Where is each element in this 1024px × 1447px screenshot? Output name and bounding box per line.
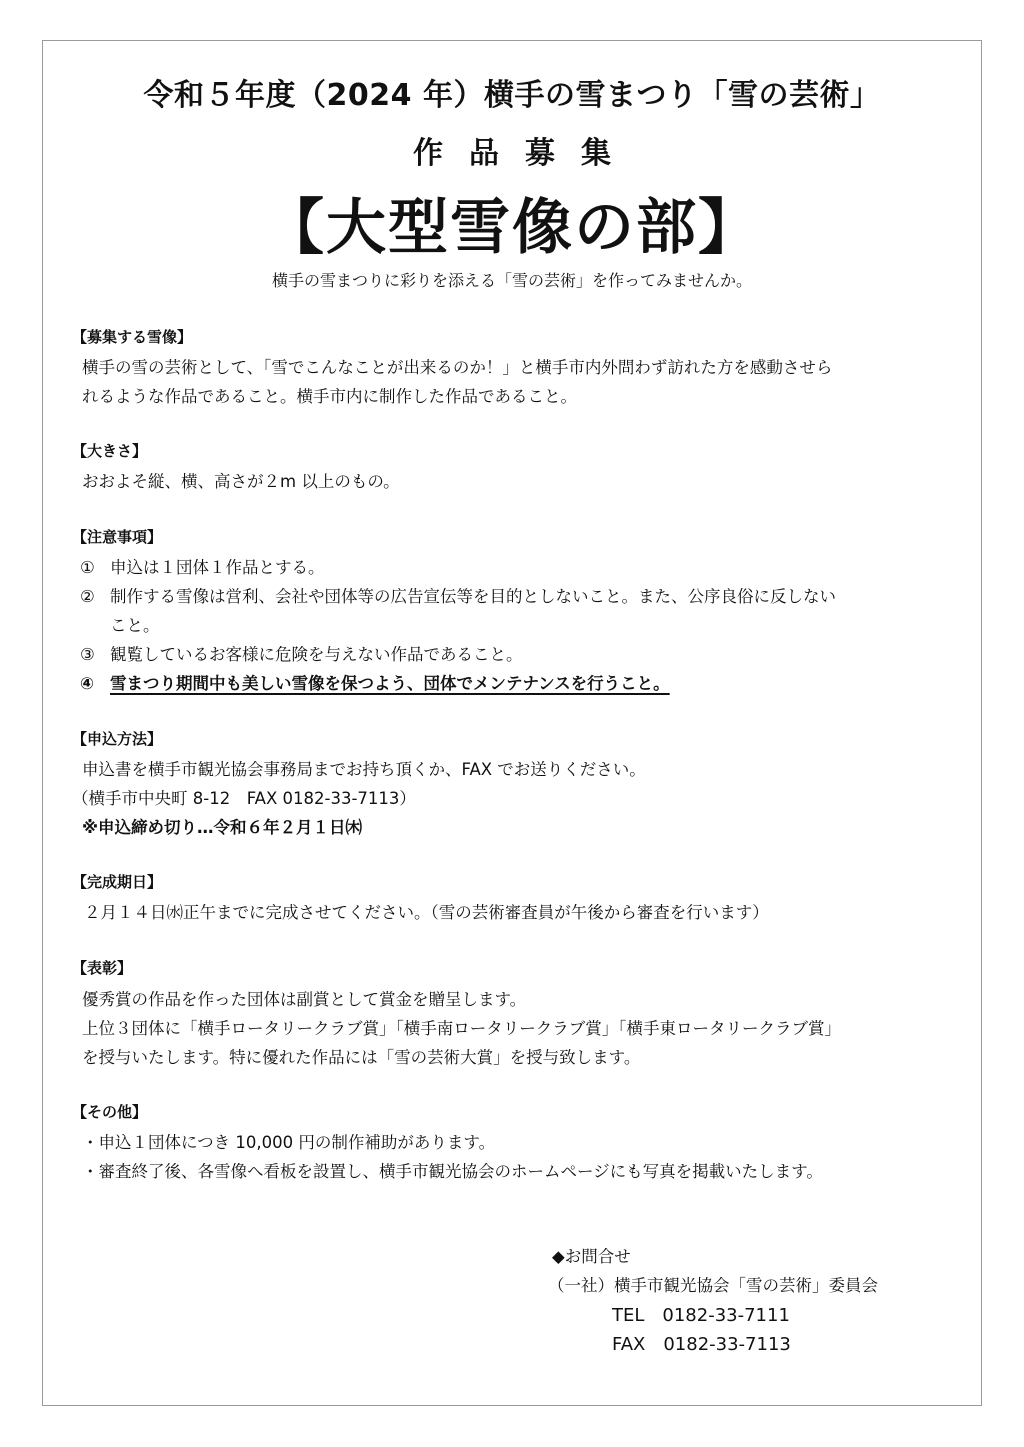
award-line-2: 上位３団体に「横手ロータリークラブ賞」「横手南ロータリークラブ賞」「横手東ロータリークラブ賞」	[82, 1019, 841, 1038]
notes-item-text: 制作する雪像は営利、会社や団体等の広告宣伝等を目的としないこと。また、公序良俗に反しない	[110, 587, 836, 606]
award-line-1: 優秀賞の作品を作った団体は副賞として賞金を贈呈します。	[82, 990, 527, 1009]
apply-address: （横手市中央町 8-12 FAX 0182-33-7113）	[72, 789, 416, 808]
award-line-3: を授与いたします。特に優れた作品には「雪の芸術大賞」を授与致します。	[82, 1048, 641, 1067]
notes-item-number: ①	[80, 558, 95, 577]
other-heading: 【その他】	[72, 1103, 148, 1121]
size-line-1: おおよそ縦、横、高さが２m 以上のもの。	[82, 472, 400, 491]
contact-heading: ◆お問合せ	[552, 1247, 631, 1266]
notes-item-4	[80, 670, 670, 694]
complete-line-1: ２月１４日㈬正午までに完成させてください。（雪の芸術審査員が午後から審査を行います）	[84, 903, 769, 922]
notes-item-3	[80, 641, 523, 665]
size-heading: 【大きさ】	[72, 442, 148, 460]
contact-tel: TEL 0182-33-7111	[612, 1305, 790, 1326]
apply-heading: 【申込方法】	[72, 730, 163, 748]
title-line-2: 作品募集	[413, 136, 637, 171]
apply-line-1: 申込書を横手市観光協会事務局までお持ち頂くか、FAX でお送りください。	[82, 760, 646, 779]
notes-heading: 【注意事項】	[72, 528, 163, 546]
notes-item-text-emphasis: 雪まつり期間中も美しい雪像を保つよう、団体でメンテナンスを行うこと。	[110, 674, 670, 693]
notes-item-1	[80, 554, 325, 578]
lead-text: 横手の雪まつりに彩りを添える「雪の芸術」を作ってみませんか。	[271, 271, 752, 290]
award-heading: 【表彰】	[72, 959, 133, 977]
recruit-line-1: 横手の雪の芸術として、「雪でこんなことが出来るのか！」と横手市内外問わず訪れた方を感動させら	[82, 358, 833, 377]
apply-deadline: ※申込締め切り…令和６年２月１日㈭	[82, 818, 363, 837]
complete-heading: 【完成期日】	[72, 873, 163, 891]
recruit-line-2: れるような作品であること。横手市内に制作した作品であること。	[82, 387, 577, 406]
notes-item-text: 申込は１団体１作品とする。	[110, 558, 325, 577]
notes-item-number: ②	[80, 587, 95, 606]
notes-item-number: ④	[80, 674, 94, 693]
title-line-1: 令和５年度（2024 年）横手の雪まつり「雪の芸術」	[143, 78, 881, 113]
recruit-heading: 【募集する雪像】	[72, 328, 193, 346]
notes-item-text: 観覧しているお客様に危険を与えない作品であること。	[110, 645, 523, 664]
notes-item-number: ③	[80, 645, 95, 664]
other-line-2: ・審査終了後、各雪像へ看板を設置し、横手市観光協会のホームページにも写真を掲載いたします。	[82, 1162, 823, 1181]
title-line-3: 【大型雪像の部】	[264, 193, 760, 263]
notes-item-2	[80, 583, 836, 607]
contact-fax: FAX 0182-33-7113	[612, 1334, 791, 1355]
notes-item-2-continued: こと。	[110, 616, 160, 635]
contact-organization: （一社）横手市観光協会「雪の芸術」委員会	[548, 1276, 878, 1295]
other-line-1: ・申込１団体につき 10,000 円の制作補助があります。	[82, 1133, 496, 1152]
